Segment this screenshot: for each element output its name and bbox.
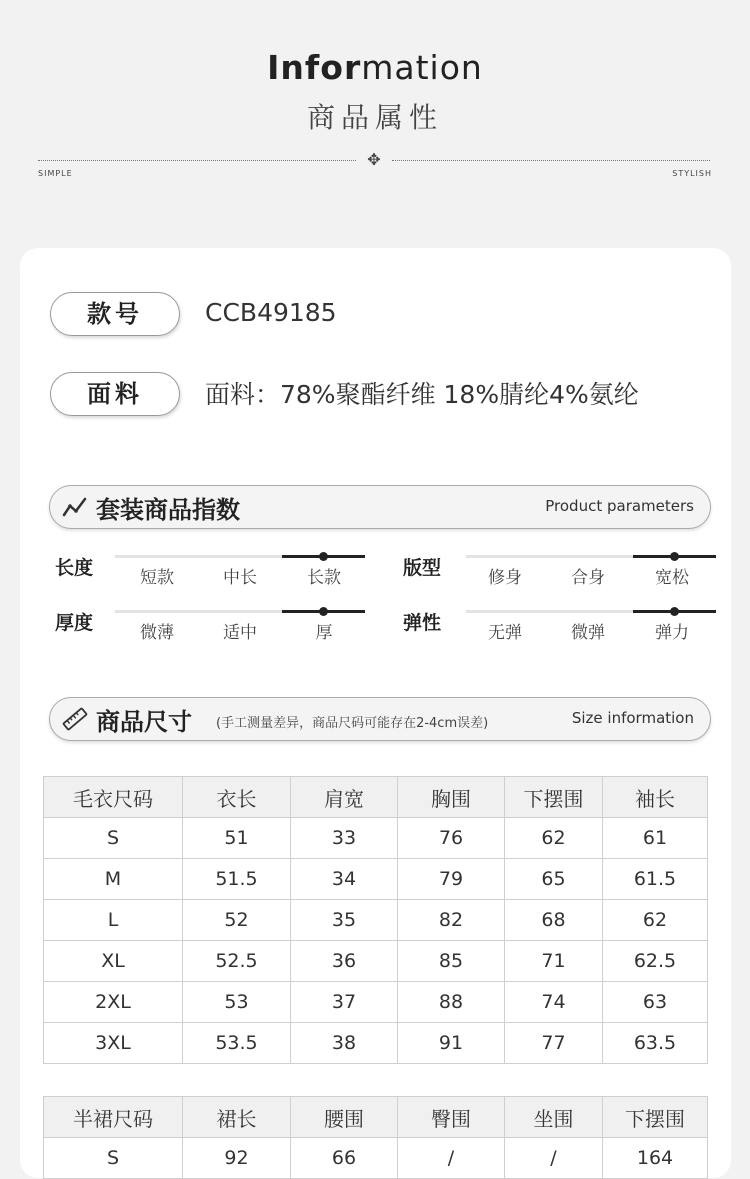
table-header-cell: 胸围: [398, 777, 505, 818]
table-cell: 88: [398, 982, 505, 1023]
table-header-cell: 臀围: [398, 1097, 505, 1138]
attr-label-fabric: 面料: [50, 372, 180, 416]
table-cell: /: [505, 1138, 603, 1179]
table-header-row: [44, 1097, 708, 1138]
size-title: 商品尺寸: [96, 708, 192, 736]
table-cell: 74: [505, 982, 603, 1023]
table-cell: 92: [183, 1138, 291, 1179]
param-option: 无弹: [488, 623, 522, 643]
table-cell: 3XL: [44, 1023, 183, 1064]
table-cell: 71: [505, 941, 603, 982]
attr-value-fabric: 面料：78%聚酯纤维 18%腈纶4%氨纶: [205, 380, 639, 409]
param-marker: [319, 607, 328, 616]
table-cell: 164: [603, 1138, 708, 1179]
table-cell: 51: [183, 818, 291, 859]
size-note: (手工测量差异，商品尺码可能存在2-4cm误差): [216, 716, 489, 731]
ornament-icon: ✥: [367, 150, 381, 169]
param-label-elasticity: 弹性: [403, 612, 442, 634]
table-cell: 52.5: [183, 941, 291, 982]
param-marker: [670, 607, 679, 616]
table-cell: 61.5: [603, 859, 708, 900]
table-header-cell: 下摆围: [603, 1097, 708, 1138]
table-cell: 61: [603, 818, 708, 859]
param-label-thickness: 厚度: [55, 612, 94, 634]
table-header-cell: 裙长: [183, 1097, 291, 1138]
header: [0, 0, 750, 240]
tag-simple: SIMPLE: [38, 169, 73, 178]
table-header-row: [44, 777, 708, 818]
table-header-cell: 肩宽: [291, 777, 398, 818]
trend-icon: [62, 495, 88, 519]
title-en: Information: [267, 48, 483, 87]
param-option: 中长: [223, 568, 257, 588]
tag-stylish: STYLISH: [672, 169, 712, 178]
table-cell: 53.5: [183, 1023, 291, 1064]
ruler-icon: [62, 707, 88, 731]
table-cell: 62: [603, 900, 708, 941]
table-cell: 63.5: [603, 1023, 708, 1064]
table-cell: 62.5: [603, 941, 708, 982]
table-cell: 91: [398, 1023, 505, 1064]
param-track-thickness: [115, 610, 365, 613]
table-cell: 52: [183, 900, 291, 941]
table-header-cell: 衣长: [183, 777, 291, 818]
param-option: 短款: [140, 568, 174, 588]
table-cell: 33: [291, 818, 398, 859]
table-cell: 68: [505, 900, 603, 941]
table-header-cell: 毛衣尺码: [44, 777, 183, 818]
params-title-en: Product parameters: [545, 497, 694, 515]
table-cell: L: [44, 900, 183, 941]
param-option: 微薄: [140, 623, 174, 643]
param-option: 厚: [315, 623, 333, 643]
param-label-length: 长度: [55, 557, 94, 579]
table-cell: 34: [291, 859, 398, 900]
param-option: 长款: [307, 568, 341, 588]
size-banner: [49, 697, 711, 741]
param-track-fit: [466, 555, 716, 558]
table-cell: 63: [603, 982, 708, 1023]
table-cell: S: [44, 818, 183, 859]
table-cell: 77: [505, 1023, 603, 1064]
table-header-cell: 坐围: [505, 1097, 603, 1138]
title-zh: 商品属性: [306, 101, 443, 134]
size-title-en: Size information: [571, 709, 694, 727]
table-cell: 38: [291, 1023, 398, 1064]
table-cell: S: [44, 1138, 183, 1179]
table-cell: 82: [398, 900, 505, 941]
param-option: 微弹: [571, 623, 605, 643]
table-row: [44, 982, 708, 1023]
table-cell: 65: [505, 859, 603, 900]
table-cell: 79: [398, 859, 505, 900]
table-cell: 53: [183, 982, 291, 1023]
param-option: 合身: [571, 568, 605, 588]
table-cell: 35: [291, 900, 398, 941]
table-row: [44, 818, 708, 859]
table-cell: XL: [44, 941, 183, 982]
param-option: 宽松: [655, 568, 689, 588]
divider-left: [38, 160, 356, 161]
table-cell: 76: [398, 818, 505, 859]
params-banner: [49, 485, 711, 529]
table-cell: 62: [505, 818, 603, 859]
table-row: [44, 1138, 708, 1179]
table-header-cell: 半裙尺码: [44, 1097, 183, 1138]
param-track-length: [115, 555, 365, 558]
table-cell: /: [398, 1138, 505, 1179]
table-cell: 85: [398, 941, 505, 982]
table-cell: M: [44, 859, 183, 900]
table-cell: 66: [291, 1138, 398, 1179]
sweater-size-table: [43, 776, 708, 1064]
table-cell: 2XL: [44, 982, 183, 1023]
attr-label-style-no: 款号: [50, 292, 180, 336]
param-track-elasticity: [466, 610, 716, 613]
table-row: [44, 900, 708, 941]
divider-right: [392, 160, 710, 161]
table-cell: 36: [291, 941, 398, 982]
skirt-size-table: [43, 1096, 708, 1179]
table-header-cell: 袖长: [603, 777, 708, 818]
table-row: [44, 1023, 708, 1064]
attr-value-style-no: CCB49185: [205, 298, 337, 327]
param-label-fit: 版型: [403, 557, 442, 579]
param-option: 修身: [488, 568, 522, 588]
table-header-cell: 下摆围: [505, 777, 603, 818]
param-marker: [670, 552, 679, 561]
params-title: 套装商品指数: [96, 496, 240, 524]
param-option: 弹力: [655, 623, 689, 643]
table-header-cell: 腰围: [291, 1097, 398, 1138]
param-option: 适中: [223, 623, 257, 643]
table-cell: 51.5: [183, 859, 291, 900]
param-marker: [319, 552, 328, 561]
table-cell: 37: [291, 982, 398, 1023]
table-row: [44, 859, 708, 900]
table-row: [44, 941, 708, 982]
